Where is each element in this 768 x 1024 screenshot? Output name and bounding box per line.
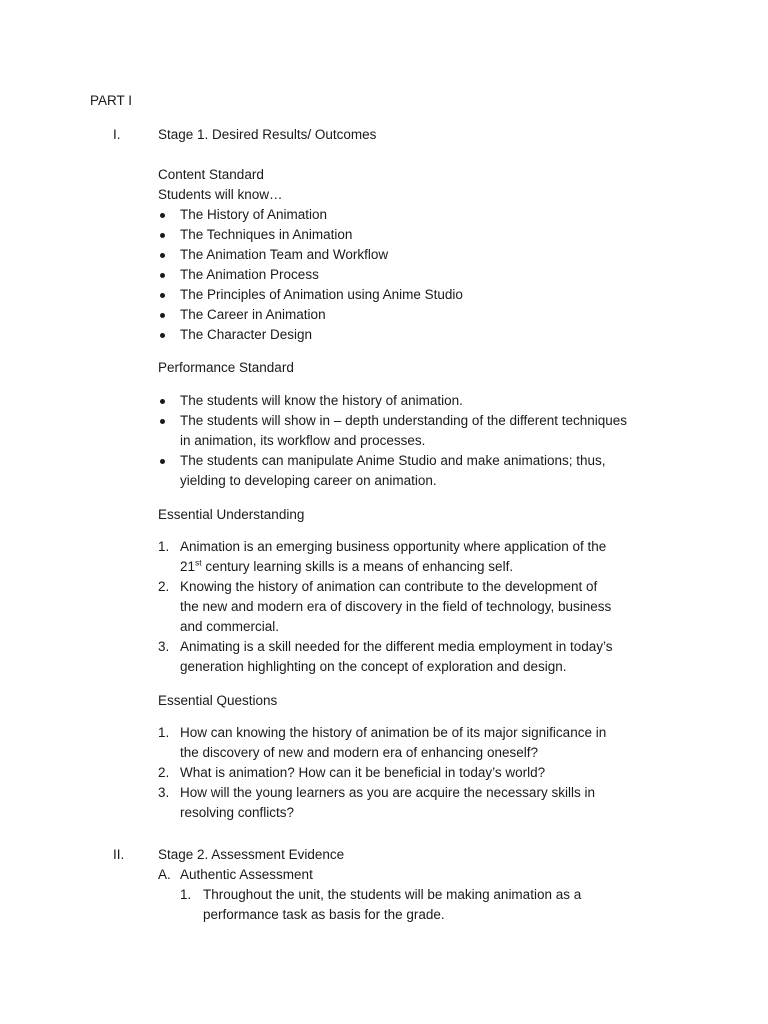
ordinal-number: 21: [180, 559, 196, 574]
stage2-sub-letter: A.: [158, 867, 171, 882]
stage1-numeral: I.: [113, 127, 121, 142]
understanding-item-2-cont: the new and modern era of discovery in the field of technology, business: [180, 599, 612, 614]
understanding-item-2: Knowing the history of animation can contribute to the development of: [180, 579, 598, 594]
assessment-item-1-cont: performance task as basis for the grade.: [203, 907, 445, 922]
question-number: 3.: [158, 785, 170, 800]
understanding-item-3-cont: generation highlighting on the concept of exploration and design.: [180, 659, 567, 674]
question-item-1: How can knowing the history of animation be of its major significance in: [180, 725, 607, 740]
essential-questions-heading: Essential Questions: [158, 693, 278, 708]
bullet-icon: [160, 273, 165, 278]
content-standard-intro: Students will know…: [158, 187, 283, 202]
understanding-item-2-cont: and commercial.: [180, 619, 280, 634]
content-standard-item: The Animation Process: [180, 267, 319, 282]
bullet-icon: [160, 253, 165, 258]
understanding-number: 1.: [158, 539, 170, 554]
ordinal-suffix: st: [195, 557, 202, 568]
content-standard-item: The Techniques in Animation: [180, 227, 353, 242]
question-item-2: What is animation? How can it be beneficial in today’s world?: [180, 765, 546, 780]
bullet-icon: [160, 313, 165, 318]
bullet-icon: [160, 213, 165, 218]
understanding-number: 3.: [158, 639, 170, 654]
stage1-title: Stage 1. Desired Results/ Outcomes: [158, 127, 377, 142]
understanding-item-1-cont: [180, 557, 513, 577]
bullet-icon: [160, 233, 165, 238]
understanding-item-1: Animation is an emerging business opportunity where application of the: [180, 539, 607, 554]
stage2-numeral: II.: [113, 847, 125, 862]
question-item-3-cont: resolving conflicts?: [180, 805, 295, 820]
performance-item-2-cont: in animation, its workflow and processes.: [180, 433, 426, 448]
part-heading: PART I: [90, 93, 133, 108]
performance-item-3: The students can manipulate Anime Studio and make animations; thus,: [180, 453, 606, 468]
content-standard-item: The Character Design: [180, 327, 313, 342]
content-standard-item: The Career in Animation: [180, 307, 326, 322]
assessment-item-1: Throughout the unit, the students will be making animation as a: [203, 887, 582, 902]
performance-item-3-cont: yielding to developing career on animation.: [180, 473, 437, 488]
performance-item-2: The students will show in – depth understanding of the different techniques: [180, 413, 628, 428]
question-number: 1.: [158, 725, 170, 740]
understanding-number: 2.: [158, 579, 170, 594]
understanding-item-1-rest: century learning skills is a means of enhancing self.: [201, 559, 514, 574]
bullet-icon: [160, 459, 165, 464]
content-standard-item: The Principles of Animation using Anime Studio: [180, 287, 463, 302]
stage2-title: Stage 2. Assessment Evidence: [158, 847, 345, 862]
assessment-number: 1.: [180, 887, 192, 902]
essential-understanding-heading: Essential Understanding: [158, 507, 305, 522]
performance-item-1: The students will know the history of animation.: [180, 393, 463, 408]
understanding-item-3: Animating is a skill needed for the different media employment in today’s: [180, 639, 613, 654]
performance-standard-heading: Performance Standard: [158, 360, 294, 375]
bullet-icon: [160, 333, 165, 338]
question-number: 2.: [158, 765, 170, 780]
content-standard-item: The History of Animation: [180, 207, 328, 222]
question-item-1-cont: the discovery of new and modern era of enhancing oneself?: [180, 745, 538, 760]
stage2-sub-title: Authentic Assessment: [180, 867, 313, 882]
bullet-icon: [160, 419, 165, 424]
content-standard-heading: Content Standard: [158, 167, 264, 182]
content-standard-item: The Animation Team and Workflow: [180, 247, 389, 262]
question-item-3: How will the young learners as you are acquire the necessary skills in: [180, 785, 595, 800]
bullet-icon: [160, 399, 165, 404]
bullet-icon: [160, 293, 165, 298]
